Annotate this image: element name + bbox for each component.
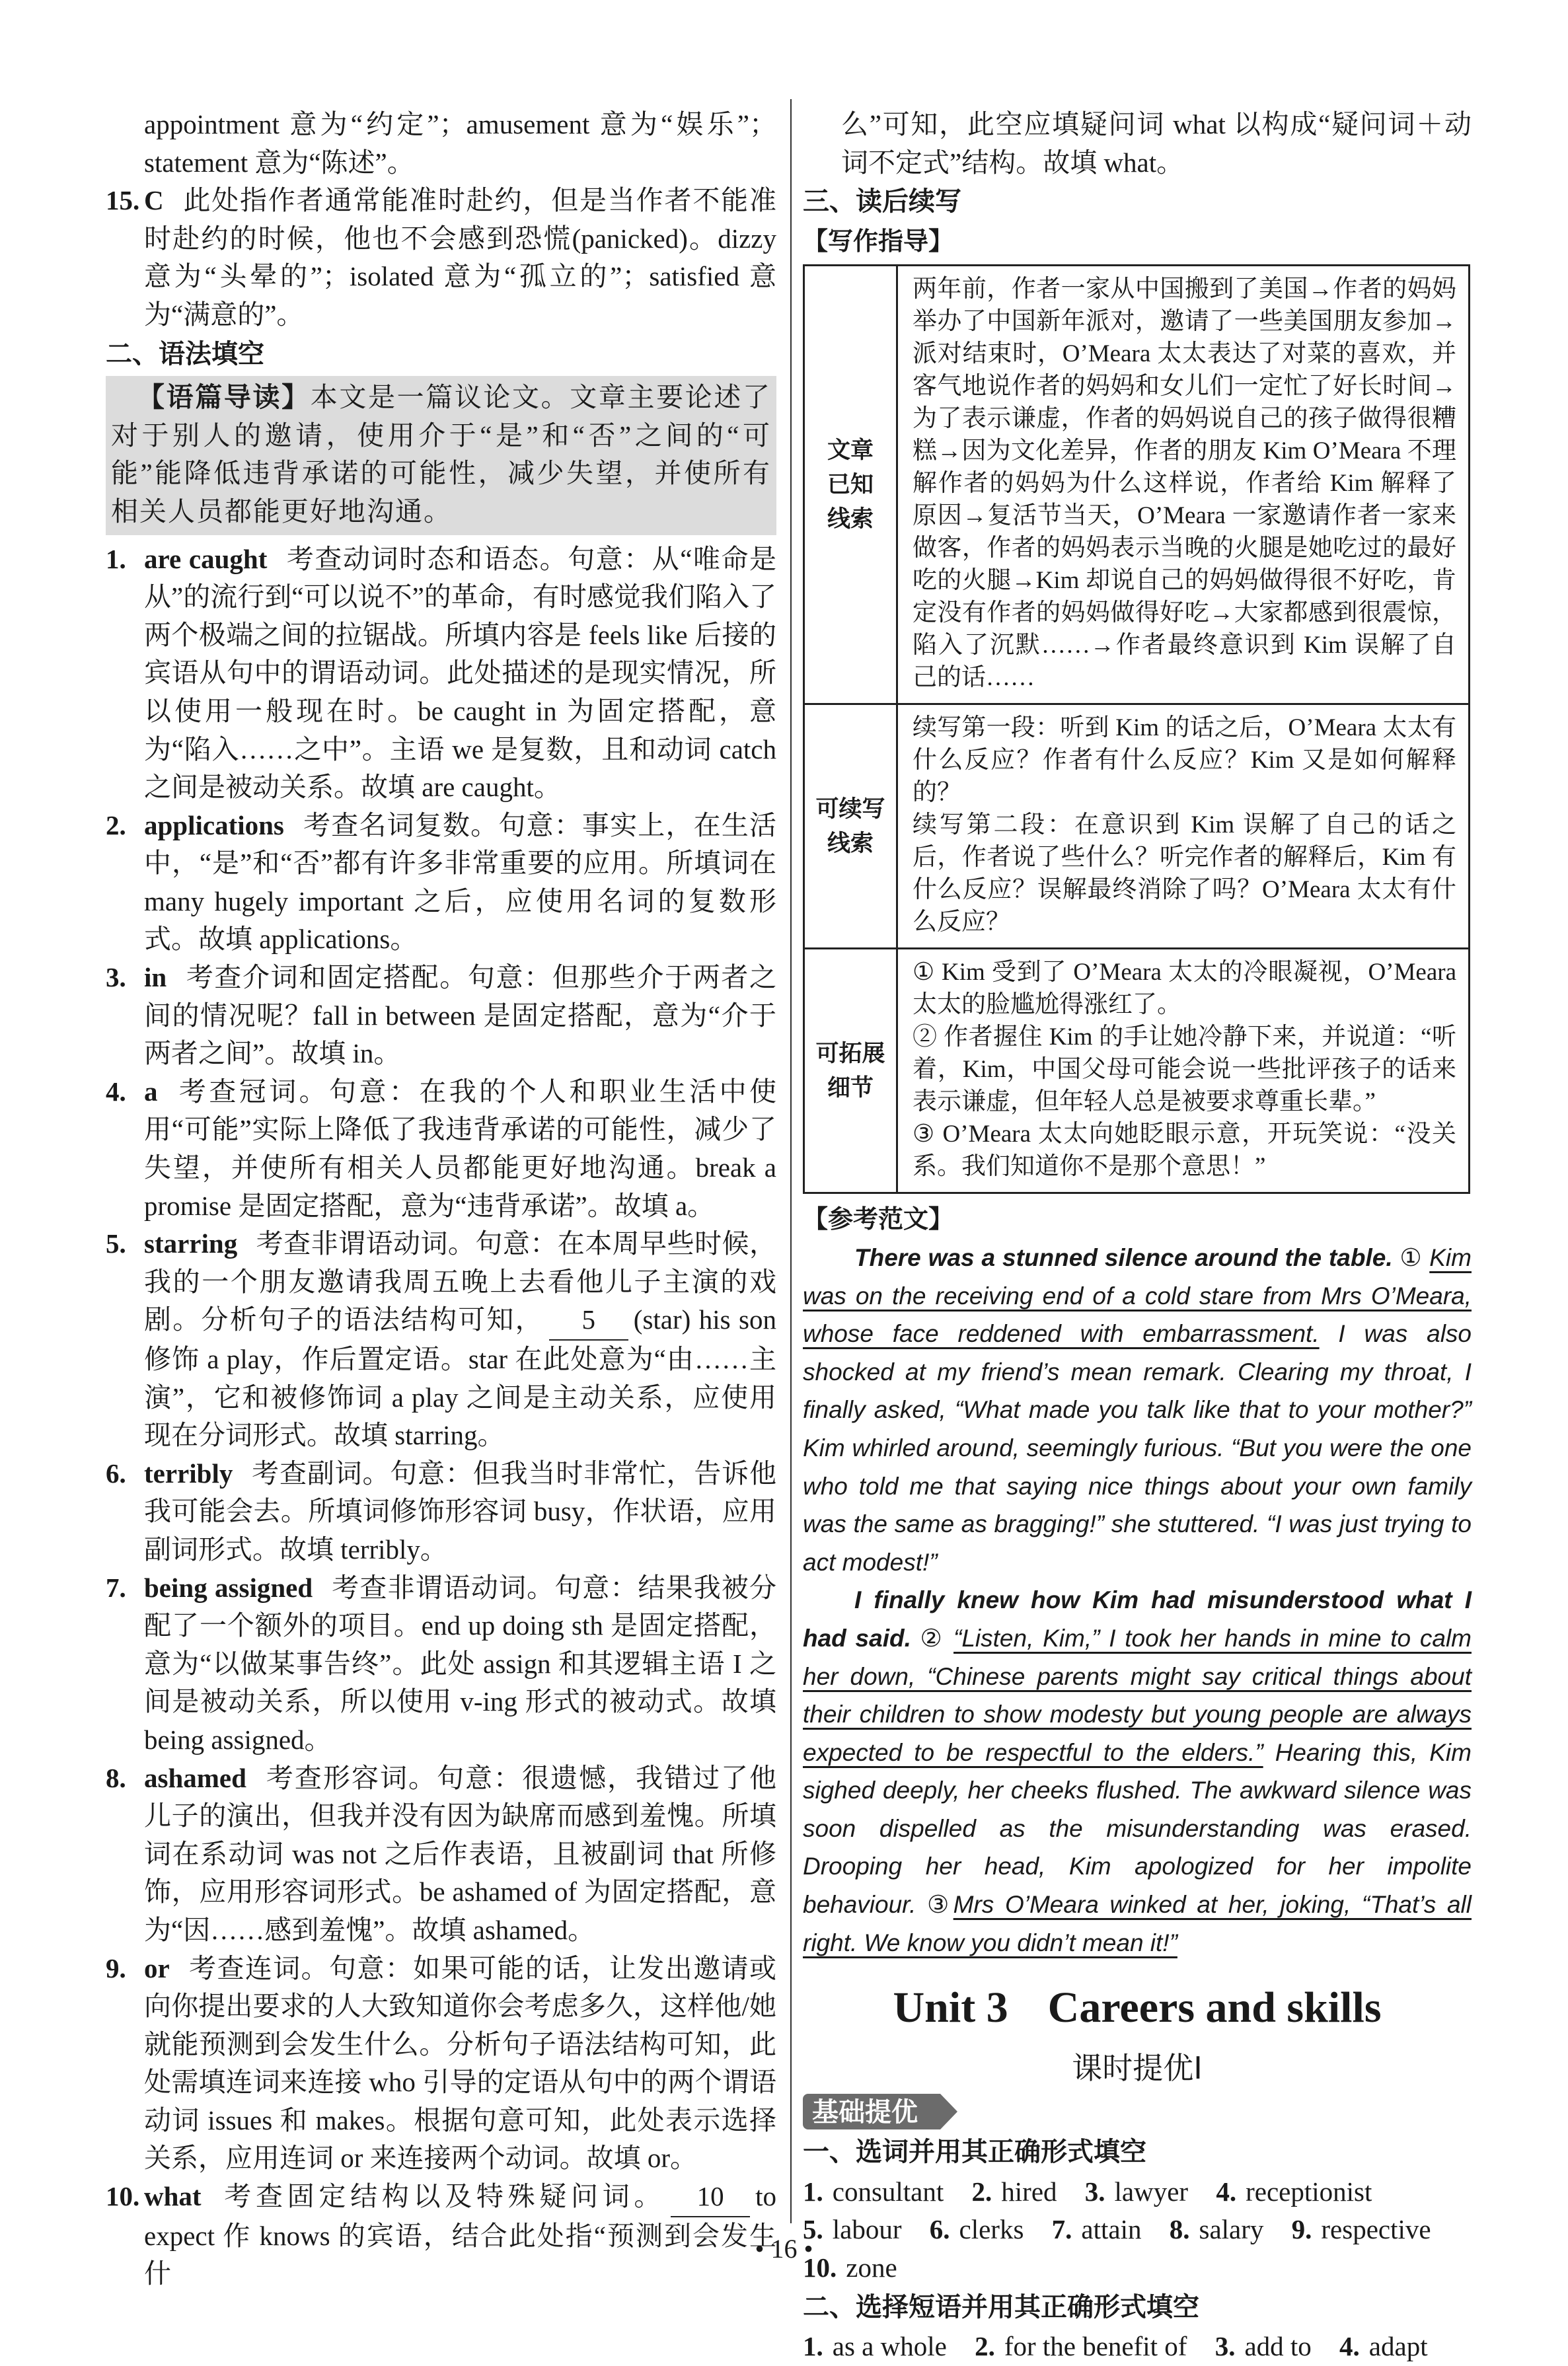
row-content: [897, 704, 1470, 949]
answer-item-9: [106, 1950, 776, 2178]
essay-text: I was also shocked at my friend’s mean remark. Clearing my throat, I finally asked, “What made you talk like that to your mother?” Kim whirled around, seemingly furious. “But you were the one who told me that saying nice things about your own family was the same as bragging!” she stuttered. “I was just trying to act modest!”: [803, 1320, 1472, 1576]
answer-number: 3.: [1214, 2331, 1236, 2362]
lesson-title: 课时提优Ⅰ: [1072, 2050, 1203, 2087]
answer-word: labour: [832, 2214, 902, 2245]
item-number: 1.: [106, 543, 126, 574]
unit-title: [803, 1981, 1472, 2034]
row-label: [804, 266, 897, 704]
answer-number: 7.: [1051, 2214, 1072, 2245]
answer-item-1: [106, 540, 776, 807]
answer-number: 9.: [1291, 2214, 1312, 2245]
item-number: 8.: [106, 1762, 126, 1793]
clue-paragraph-2: 续写第二段：在意识到 Kim 误解了自己的话之后，作者说了些什么？听完作者的解释后，Kim 有什么反应？误解最终消除了吗？O’Meara 太太有什么反应？: [913, 811, 1456, 936]
answer-number: 4.: [1339, 2331, 1360, 2362]
item-answer: what: [144, 2181, 202, 2212]
answer-number: 1.: [803, 2331, 823, 2362]
writing-guide-label: 【写作指导】: [803, 226, 954, 256]
item-explanation-cont: (star) his son 修饰 a play，作后置定语。star 在此处意为“由……主演”，它和被修饰词 a play 之间是主动关系，应使用现在分词形式。故填 starring。: [144, 1304, 777, 1451]
answer-word: zone: [846, 2252, 897, 2283]
answer-number: 3.: [1084, 2176, 1105, 2207]
row-content: [897, 949, 1470, 1193]
essay-text: Hearing this, Kim sighed deeply, her cheeks flushed. The awkward silence was soon dispelled as the misunderstanding was erased. Drooping her head, Kim apologized for her impolite behaviour. ③: [803, 1738, 1472, 1919]
detail-3: ③ O’Meara 太太向她眨眼示意，开玩笑说：“没关系。我们知道你不是那个意思！”: [913, 1121, 1456, 1181]
table-row: [804, 949, 1470, 1193]
item-explanation-cont: to expect 作 knows 的宾语，结合此处指“预测到会发生什: [144, 2181, 776, 2289]
essay-paragraph-2: [803, 1581, 1472, 1962]
section-badge: 基础提优: [803, 2094, 940, 2129]
answer-word: salary: [1199, 2214, 1264, 2245]
item-answer: C: [144, 185, 164, 216]
answer-word: respective: [1321, 2214, 1431, 2245]
answer-number: 4.: [1216, 2176, 1237, 2207]
answer-line: [803, 2173, 1472, 2211]
answer-item-5: [106, 1225, 776, 1455]
left-column: [106, 106, 776, 2293]
page-number: • 16 •: [755, 2234, 813, 2264]
underlined-phrase: “Listen, Kim,” I took her hands in mine to calm her down, “Chinese parents might say critical things about their children to show modesty but young people are always expected to be respectful to the elders.”: [803, 1624, 1472, 1766]
right-column: [803, 106, 1472, 2366]
essay-paragraph-1: [803, 1239, 1472, 1581]
column-divider: [790, 99, 792, 2223]
item-explanation: 考查连词。句意：如果可能的话，让发出邀请或向你提出要求的人大致知道你会考虑多久，这样他/她就能预测到会发生什么。分析句子语法结构可知，此处需填连词来连接 who 引导的定语从句中的两个谓语动词 issues 和 makes。根据句意可知，此处表示选择关系，应用连词 or 来连接两个动词。故填 or。: [144, 1952, 776, 2174]
detail-2: ② 作者握住 Kim 的手让她冷静下来，并说道：“听着，Kim，中国父母可能会说一些批评孩子的话来表示谦虚，但年轻人总是被要求尊重长辈。”: [913, 1023, 1456, 1116]
part2-answers: [803, 2328, 1472, 2366]
row-label-text: 文章已知线索: [827, 437, 874, 533]
marker-2: ②: [911, 1624, 954, 1652]
item-number: 7.: [106, 1572, 126, 1603]
item-answer: are caught: [144, 543, 268, 574]
answer-item-15: [106, 182, 776, 334]
item-answer: starring: [144, 1228, 238, 1259]
detail-1: ① Kim 受到了 O’Meara 太太的冷眼凝视，O’Meara 太太的脸尴尬得涨红了。: [913, 959, 1456, 1019]
blank-marker: 5: [549, 1301, 628, 1341]
answer-word: attain: [1081, 2214, 1142, 2245]
item-answer: terribly: [144, 1458, 233, 1489]
answer-number: 5.: [803, 2214, 823, 2245]
item-answer: a: [144, 1076, 158, 1107]
item-explanation: 考查副词。句意：但我当时非常忙，告诉他我可能会去。所填词修饰形容词 busy，作状语，应用副词形式。故填 terribly。: [144, 1458, 776, 1565]
item-explanation: 考查名词复数。句意：事实上，在生活中，“是”和“否”都有许多非常重要的应用。所填词在 many hugely important 之后，应使用名词的复数形式。故填 applications。: [144, 809, 776, 955]
unit-name: Careers and skills: [1047, 1983, 1382, 2032]
answer-word: hired: [1001, 2176, 1057, 2207]
item-answer: or: [144, 1952, 170, 1983]
item-10-continuation: 么”可知，此空应填疑问词 what 以构成“疑问词＋动词不定式”结构。故填 what。: [841, 109, 1472, 178]
item-number: 5.: [106, 1228, 126, 1259]
answer-number: 8.: [1169, 2214, 1190, 2245]
essay-opening-sentence: There was a stunned silence around the table.: [854, 1243, 1393, 1271]
item-answer: in: [144, 962, 167, 993]
row-label: [804, 949, 897, 1193]
item-explanation: 考查非谓语动词。句意：结果我被分配了一个额外的项目。end up doing sth 是固定搭配，意为“以做某事告终”。此处 assign 和其逻辑主语 I 之间是被动关系，所以使用 v-ing 形式的被动式。故填 being assigned。: [144, 1572, 776, 1755]
item-explanation: 考查冠词。句意：在我的个人和职业生活中使用“可能”实际上降低了我违背承诺的可能性，减少了失望，并使所有相关人员都能更好地沟通。break a promise 是固定搭配，意为“违背承诺”。故填 a。: [144, 1076, 776, 1221]
row-content: 两年前，作者一家从中国搬到了美国→作者的妈妈举办了中国新年派对，邀请了一些美国朋友参加→派对结束时，O’Meara 太太表达了对菜的喜欢，并客气地说作者的妈妈和女儿们一定忙了好长时间→为了表示谦虚，作者的妈妈说自己的孩子做得很糟糕→因为文化差异，作者的朋友 Kim O’Meara 不理解作者的妈妈为什么这样说，作者给 Kim 解释了原因→复活节当天，O’Meara 一家邀请作者一家来做客，作者的妈妈表示当晚的火腿是她吃过的最好吃的火腿→Kim 却说自己的妈妈做得很不好吃，肯定没有作者的妈妈做得好吃→大家都感到很震惊，陷入了沉默……→作者最终意识到 Kim 误解了自己的话……: [897, 266, 1470, 704]
answer-item-3: [106, 959, 776, 1073]
clue-paragraph-1: 续写第一段：听到 Kim 的话之后，O’Meara 太太有什么反应？作者有什么反应？Kim 又是如何解释的？: [913, 714, 1456, 807]
item-number: 6.: [106, 1458, 126, 1489]
answer-word: adapt: [1368, 2331, 1428, 2362]
passage-guide-label: 【语篇导读】: [137, 382, 311, 413]
item-explanation: 考查介词和固定搭配。句意：但那些介于两者之间的情况呢？fall in between 是固定搭配，意为“介于两者之间”。故填 in。: [144, 962, 776, 1069]
previous-item-continuation: appointment 意为“约定”；amusement 意为“娱乐”；statement 意为“陈述”。: [144, 109, 776, 178]
essay-opening-sentence: I finally knew how Kim had misunderstood what I had said.: [803, 1586, 1472, 1652]
part1-title: 一、选词并用其正确形式填空: [803, 2137, 1146, 2168]
item-number: 15.: [106, 185, 140, 216]
item-number: 10.: [106, 2181, 140, 2212]
answer-number: 10.: [803, 2252, 837, 2283]
section-title-grammar: 二、语法填空: [106, 338, 264, 369]
answer-word: receptionist: [1246, 2176, 1372, 2207]
marker-1: ①: [1392, 1243, 1430, 1271]
answer-word: consultant: [832, 2176, 944, 2207]
answer-number: 2.: [975, 2331, 995, 2362]
answer-item-7: [106, 1569, 776, 1759]
table-row: [804, 704, 1470, 949]
item-number: 3.: [106, 962, 126, 993]
item-explanation: 此处指作者通常能准时赴约，但是当作者不能准时赴约的时候，他也不会感到恐慌(panicked)。dizzy 意为“头晕的”；isolated 意为“孤立的”；satisfied 意为“满意的”。: [144, 185, 776, 330]
answer-item-8: [106, 1759, 776, 1950]
item-explanation: 考查固定结构以及特殊疑问词。: [219, 2181, 666, 2212]
unit-number: Unit 3: [893, 1983, 1008, 2032]
item-answer: being assigned: [144, 1572, 313, 1603]
table-row: [804, 266, 1470, 704]
writing-guide-table: [803, 264, 1470, 1194]
section-title-continuation-writing: 三、读后续写: [803, 186, 961, 217]
item-explanation: 考查动词时态和语态。句意：从“唯命是从”的流行到“可以说不”的革命，有时感觉我们陷入了两个极端之间的拉锯战。所填内容是 feels like 后接的宾语从句中的谓语动词。此处描述的是现实情况，所以使用一般现在时。be caught in 为固定搭配，意为“陷入……之中”。主语 we 是复数，且和动词 catch 之间是被动关系。故填 are caught。: [144, 543, 776, 803]
row-label-text: 可续写线索: [815, 795, 885, 857]
sample-essay-label: 【参考范文】: [803, 1204, 954, 1234]
item-answer: applications: [144, 809, 284, 840]
item-number: 9.: [106, 1952, 126, 1983]
passage-guide-text: 本文是一篇议论文。文章主要论述了对于别人的邀请，使用介于“是”和“否”之间的“可能”能降低违背承诺的可能性，减少失望，并使所有相关人员都能更好地沟通。: [111, 382, 772, 527]
item-explanation: 考查形容词。句意：很遗憾，我错过了他儿子的演出，但我并没有因为缺席而感到羞愧。所填词在系动词 was not 之后作表语，且被副词 that 所修饰，应用形容词形式。be ashamed of 为固定搭配，意为“因……感到羞愧”。故填 ashamed。: [144, 1762, 776, 1945]
blank-marker: 10: [671, 2178, 750, 2217]
answer-number: 2.: [971, 2176, 992, 2207]
item-number: 4.: [106, 1076, 126, 1107]
item-number: 2.: [106, 809, 126, 840]
part2-title: 二、选择短语并用其正确形式填空: [803, 2291, 1199, 2322]
answer-word: as a whole: [832, 2331, 947, 2362]
answer-item-6: [106, 1455, 776, 1569]
answer-item-4: [106, 1073, 776, 1225]
answer-word: lawyer: [1114, 2176, 1189, 2207]
answer-item-2: [106, 807, 776, 959]
passage-guide-box: [106, 376, 776, 535]
item-explanation: 考查非谓语动词。句意：在本周早些时候，我的一个朋友邀请我周五晚上去看他儿子主演的戏剧。分析句子的语法结构可知，: [144, 1228, 776, 1335]
answer-word: clerks: [959, 2214, 1024, 2245]
answer-word: for the benefit of: [1004, 2331, 1187, 2362]
answer-number: 1.: [803, 2176, 823, 2207]
answer-word: add to: [1244, 2331, 1312, 2362]
part1-answers: [803, 2173, 1472, 2287]
row-label-text: 可拓展细节: [815, 1040, 885, 1101]
item-answer: ashamed: [144, 1762, 246, 1793]
underlined-phrase: Mrs O’Meara winked at her, joking, “That’s all right. We know you didn’t mean it!”: [803, 1891, 1472, 1956]
underlined-phrase: Kim was on the receiving end of a cold stare from Mrs O’Meara, whose face reddened with embarrassment.: [803, 1243, 1472, 1348]
answer-number: 6.: [929, 2214, 950, 2245]
row-label: [804, 704, 897, 949]
